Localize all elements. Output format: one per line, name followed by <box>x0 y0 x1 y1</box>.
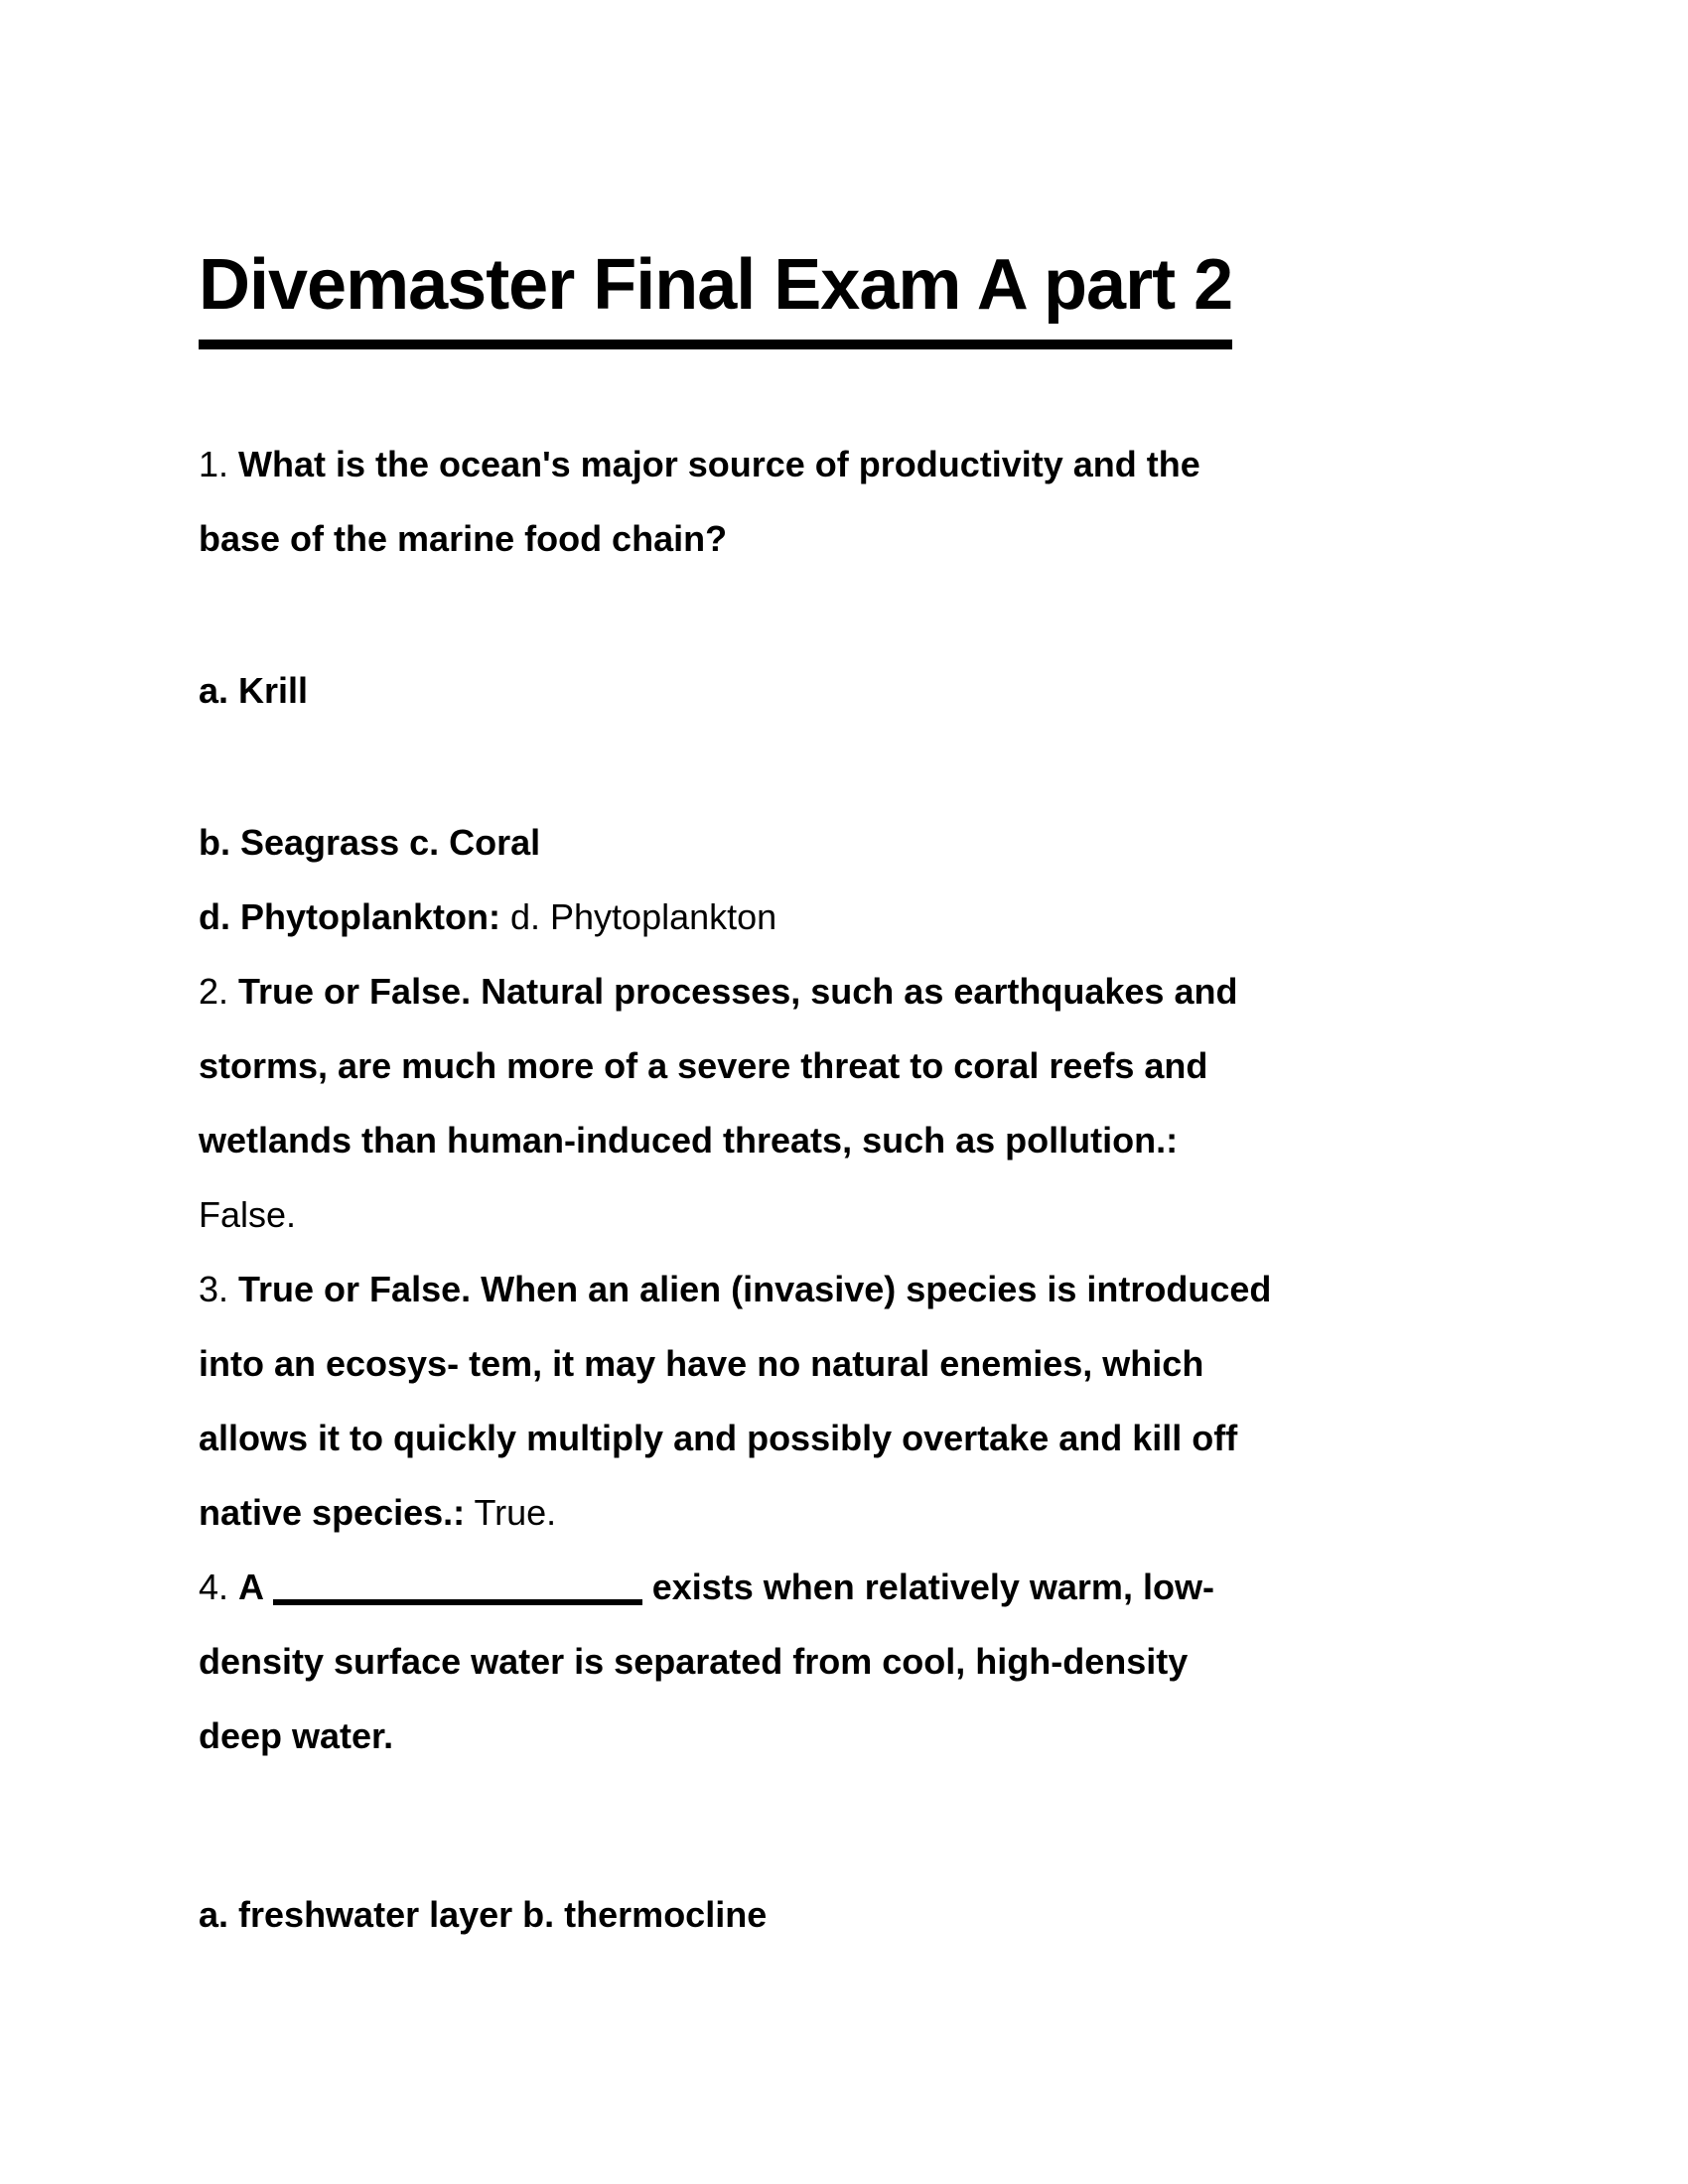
answer-option-a-krill <box>199 653 1509 728</box>
question-4-line-2 <box>199 1624 1509 1699</box>
question-2-line-3-text: wetlands than human-induced threats, such as pollution.: <box>199 1120 1179 1160</box>
question-4-line-1-text: exists when relatively warm, low- <box>641 1567 1214 1607</box>
question-2-line-1-text: 2. <box>199 971 239 1012</box>
question-4-answer-options <box>199 1877 1509 1952</box>
question-3-line-2 <box>199 1326 1509 1401</box>
question-4-line-3-text: deep water. <box>199 1715 394 1756</box>
question-3-line-4-text: True. <box>465 1492 557 1533</box>
question-3-line-4-text: native species.: <box>199 1492 466 1533</box>
question-3-line-1-text: 3. <box>199 1269 239 1309</box>
question-2-line-2 <box>199 1028 1509 1103</box>
document-title <box>199 244 1232 349</box>
fill-in-blank-line <box>273 1599 642 1605</box>
question-2-line-3 <box>199 1103 1509 1177</box>
question-2-line-1-text: True or False. Natural processes, such as earthquakes and <box>238 971 1238 1012</box>
question-4-line-1 <box>199 1550 1509 1624</box>
answer-option-d-text: d. Phytoplankton <box>499 896 777 937</box>
question-3-line-1-text: True or False. When an alien (invasive) species is introduced <box>238 1269 1272 1309</box>
document-title-text: Divemaster Final Exam A part 2 <box>199 244 1232 349</box>
question-4-line-2-text: density surface water is separated from cool, high-density <box>199 1641 1189 1682</box>
question-2-answer-text: False. <box>199 1194 297 1235</box>
answer-options-b-c <box>199 805 1509 880</box>
question-2-line-1 <box>199 954 1509 1028</box>
question-3-line-3-text: allows it to quickly multiply and possibly overtake and kill off <box>199 1418 1238 1458</box>
question-1-line-1-text: What is the ocean's major source of productivity and the <box>238 444 1200 484</box>
question-2-answer <box>199 1177 1509 1252</box>
answer-option-d-text: d. Phytoplankton: <box>199 896 500 937</box>
question-1-line-1 <box>199 427 1509 501</box>
document-body <box>199 427 1509 1952</box>
question-1-line-1-text: 1. <box>199 444 239 484</box>
question-3-line-4 <box>199 1475 1509 1550</box>
question-2-line-2-text: storms, are much more of a severe threat to coral reefs and <box>199 1045 1208 1086</box>
question-3-line-1 <box>199 1252 1509 1326</box>
question-4-line-3 <box>199 1699 1509 1773</box>
answer-option-a-krill-text: a. Krill <box>199 670 309 711</box>
question-1-line-2-text: base of the marine food chain? <box>199 518 728 559</box>
question-4-line-1-text: A <box>238 1567 273 1607</box>
answer-option-d <box>199 880 1509 954</box>
question-4-answer-options-text: a. freshwater layer b. thermocline <box>199 1894 768 1935</box>
question-3-line-2-text: into an ecosys- tem, it may have no natural enemies, which <box>199 1343 1204 1384</box>
question-4-line-1-text: 4. <box>199 1567 239 1607</box>
question-3-line-3 <box>199 1401 1509 1475</box>
answer-options-b-c-text: b. Seagrass c. Coral <box>199 822 541 863</box>
question-1-line-2 <box>199 501 1509 576</box>
